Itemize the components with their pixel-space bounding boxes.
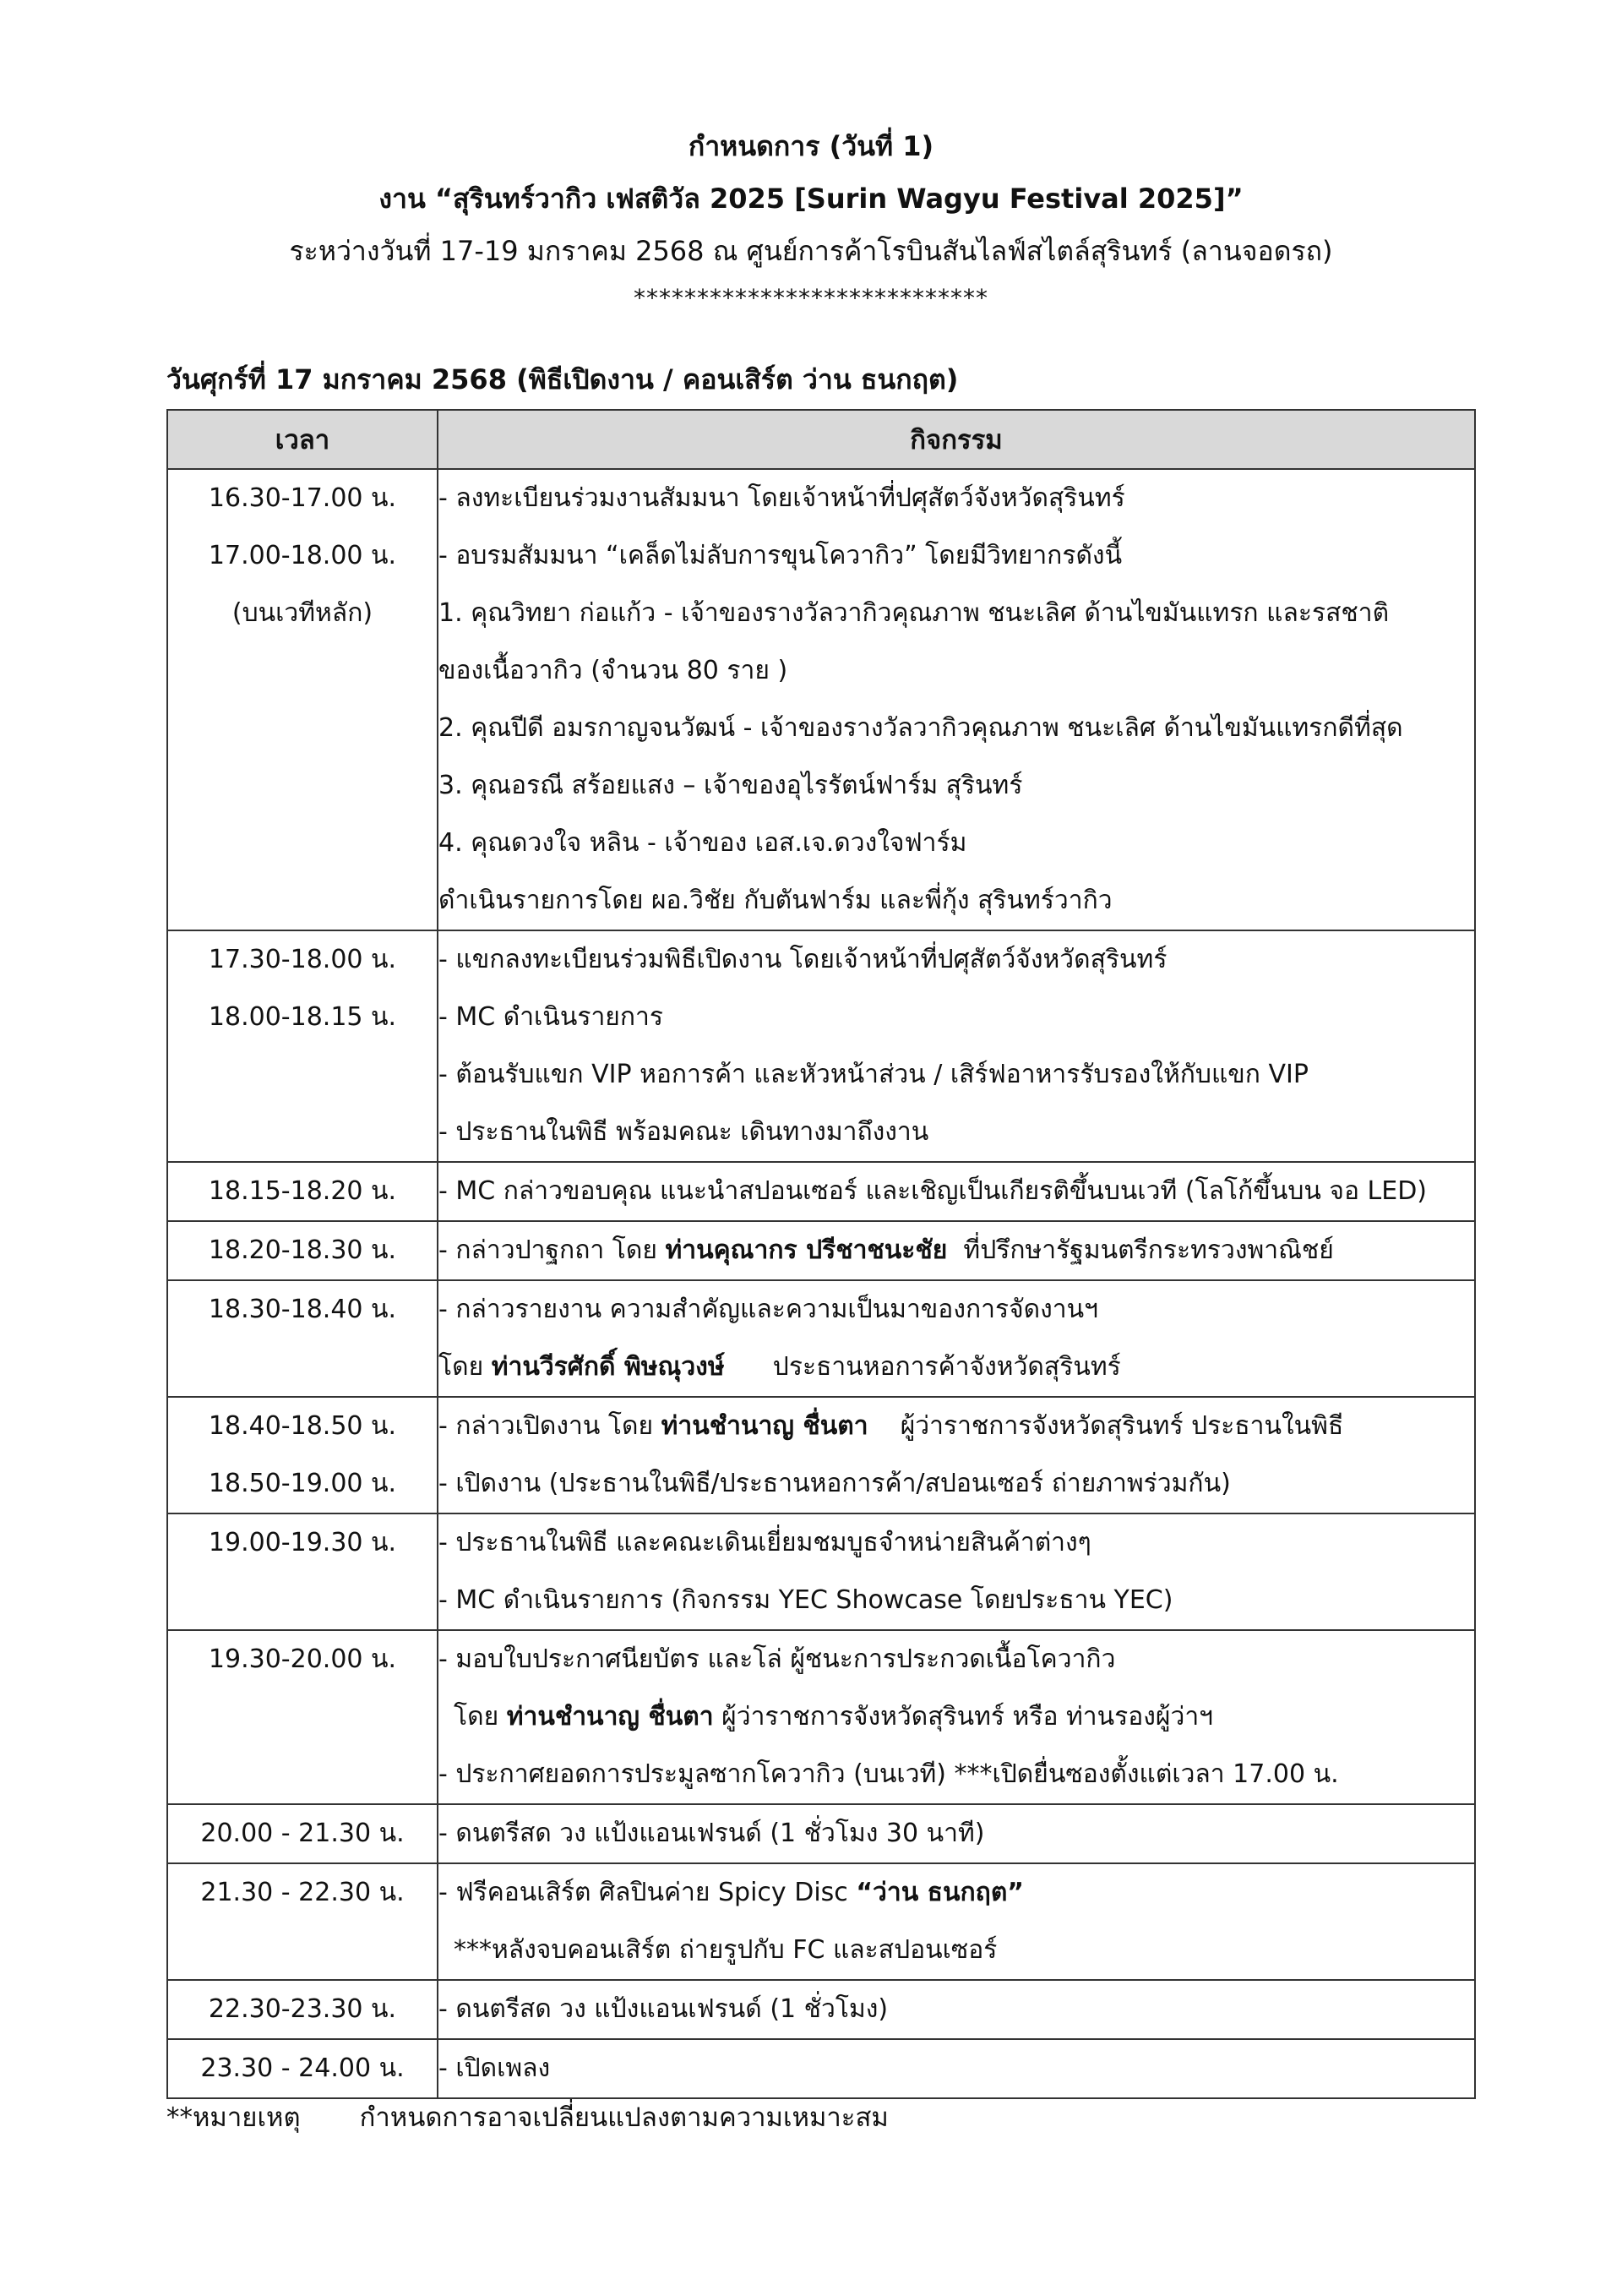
event-dates: ระหว่างวันที่ 17-19 มกราคม 2568 ณ ศูนย์การค้าโรบินสันไลฟ์สไตล์สุรินทร์ (ลานจอดรถ) [289,235,1333,267]
time-cell [167,1221,438,1280]
table-row [167,1162,1475,1221]
activity-cell [438,1280,1475,1397]
time-text: 19.00-19.30 น. [208,1528,397,1557]
schedule-table [166,409,1476,2099]
table-row [167,469,1475,930]
activity-line: 3. คุณอรณี สร้อยแสง – เจ้าของอุไรรัตน์ฟาร์ม สุรินทร์ [438,771,1023,800]
activity-cell [438,1804,1475,1863]
activity-line [438,1398,1474,1455]
table-row [167,1280,1475,1397]
activity-line: - MC ดำเนินรายการ (กิจกรรม YEC Showcase โดยประธาน YEC) [438,1585,1173,1615]
speaker-name: ท่านชำนาญ ชื่นตา [661,1411,868,1441]
table-row [167,1804,1475,1863]
activity-cell [438,1162,1475,1221]
time-text: 17.30-18.00 น. [208,945,397,974]
activity-cell [438,469,1475,930]
divider-stars: **************************** [634,284,988,312]
activity-line: - อบรมสัมมนา “เคล็ดไม่ลับการขุนโควากิว” โดยมีวิทยากรดังนี้ [438,541,1123,570]
activity-line [438,1339,1474,1396]
time-text: 18.00-18.15 น. [208,1002,397,1032]
activity-line: - MC กล่าวขอบคุณ แนะนำสปอนเซอร์ และเชิญเป็นเกียรติขึ้นบนเวที (โลโก้ขึ้นบน จอ LED) [438,1176,1428,1206]
time-text: 18.40-18.50 น. [208,1411,397,1441]
activity-cell [438,1980,1475,2039]
activity-line: - กล่าวรายงาน ความสำคัญและความเป็นมาของการจัดงานฯ [438,1295,1098,1324]
speaker-name: ท่านคุณากร ปรีชาชนะชัย [665,1235,948,1265]
activity-cell [438,1221,1475,1280]
time-text: 18.15-18.20 น. [208,1176,397,1206]
table-row [167,930,1475,1162]
time-cell [167,1980,438,2039]
time-cell [167,1513,438,1630]
table-row [167,1513,1475,1630]
col-header-activity: กิจกรรม [438,410,1475,469]
speaker-title: ผู้ว่าราชการจังหวัดสุรินทร์ ประธานในพิธี [868,1411,1344,1441]
speaker-name: ท่านวีรศักดิ์ พิษณุวงษ์ [491,1352,725,1382]
time-cell [167,1397,438,1513]
time-cell [167,1863,438,1980]
activity-line: ดำเนินรายการโดย ผอ.วิชัย กับตันฟาร์ม และพี่กุ้ง สุรินทร์วากิว [438,886,1113,915]
time-text: 20.00 - 21.30 น. [200,1819,405,1848]
activity-line: 4. คุณดวงใจ หลิน - เจ้าของ เอส.เจ.ดวงใจฟาร์ม [438,828,967,858]
activity-line: - ต้อนรับแขก VIP หอการค้า และหัวหน้าส่วน / เสิร์ฟอาหารรับรองให้กับแขก VIP [438,1060,1309,1089]
activity-line [438,1864,1474,1922]
time-text: 22.30-23.30 น. [208,1994,397,2024]
time-cell [167,1630,438,1804]
activity-line [438,1688,1474,1746]
note-label: **หมายเหตุ [166,2102,301,2133]
activity-line: - ประธานในพิธี และคณะเดินเยี่ยมชมบูธจำหน่ายสินค้าต่างๆ [438,1528,1091,1557]
footnote [166,2096,889,2138]
time-cell [167,930,438,1162]
activity-cell [438,1397,1475,1513]
speaker-name: ท่านชำนาญ ชื่นตา [506,1702,714,1732]
time-text: 16.30-17.00 น. [208,483,397,513]
time-text: 19.30-20.00 น. [208,1644,397,1674]
time-text: 18.20-18.30 น. [208,1235,397,1265]
activity-line: - แขกลงทะเบียนร่วมพิธีเปิดงาน โดยเจ้าหน้าที่ปศุสัตว์จังหวัดสุรินทร์ [438,945,1168,974]
activity-text: โดย [438,1352,492,1382]
time-cell [167,1280,438,1397]
time-text: 18.30-18.40 น. [208,1295,397,1324]
day-title: วันศุกร์ที่ 17 มกราคม 2568 (พิธีเปิดงาน / คอนเสิร์ต ว่าน ธนกฤต) [166,363,959,395]
time-cell [167,1804,438,1863]
activity-text: - กล่าวปาฐกถา โดย [438,1235,666,1265]
time-cell [167,469,438,930]
table-row [167,1630,1475,1804]
table-row [167,1397,1475,1513]
activity-line [438,1222,1474,1279]
time-text: 17.00-18.00 น. [208,541,397,570]
activity-line: - ประธานในพิธี พร้อมคณะ เดินทางมาถึงงาน [438,1117,929,1147]
time-text: 18.50-19.00 น. [208,1469,397,1498]
activity-line: 2. คุณปีดี อมรกาญจนวัฒน์ - เจ้าของรางวัลวากิวคุณภาพ ชนะเลิศ ด้านไขมันแทรกดีที่สุด [438,713,1403,743]
table-row [167,1221,1475,1280]
event-name: งาน “สุรินทร์วากิว เฟสติวัล 2025 [Surin Wagyu Festival 2025]” [378,183,1244,215]
activity-line: 1. คุณวิทยา ก่อแก้ว - เจ้าของรางวัลวากิวคุณภาพ ชนะเลิศ ด้านไขมันแทรก และรสชาติ [438,598,1390,628]
activity-text: โดย [454,1702,507,1732]
activity-line: - เปิดเพลง [438,2053,551,2083]
activity-cell [438,2039,1475,2098]
time-cell [167,2039,438,2098]
time-text: 21.30 - 22.30 น. [200,1878,405,1907]
time-cell [167,1162,438,1221]
speaker-title: ผู้ว่าราชการจังหวัดสุรินทร์ หรือ ท่านรองผู้ว่าฯ [713,1702,1214,1732]
time-text: 23.30 - 24.00 น. [200,2053,405,2083]
activity-line: ของเนื้อวากิว (จำนวน 80 ราย ) [438,656,788,685]
artist-name: “ว่าน ธนกฤต” [856,1878,1025,1907]
table-row [167,2039,1475,2098]
activity-line: ***หลังจบคอนเสิร์ต ถ่ายรูปกับ FC และสปอนเซอร์ [454,1935,998,1965]
activity-cell [438,1513,1475,1630]
speaker-title: ประธานหอการค้าจังหวัดสุรินทร์ [724,1352,1121,1382]
table-row [167,1980,1475,2039]
activity-line: - ดนตรีสด วง แป้งแอนเฟรนด์ (1 ชั่วโมง) [438,1994,889,2024]
activity-text: - กล่าวเปิดงาน โดย [438,1411,661,1441]
doc-title: กำหนดการ (วันที่ 1) [688,130,934,162]
activity-cell [438,930,1475,1162]
table-row [167,1863,1475,1980]
activity-line: - เปิดงาน (ประธานในพิธี/ประธานหอการค้า/สปอนเซอร์ ถ่ายภาพร่วมกัน) [438,1469,1231,1498]
activity-cell [438,1630,1475,1804]
activity-text: - ฟรีคอนเสิร์ต ศิลปินค่าย Spicy Disc [438,1878,857,1907]
activity-line: - มอบใบประกาศนียบัตร และโล่ ผู้ชนะการประกวดเนื้อโควากิว [438,1644,1116,1674]
activity-cell [438,1863,1475,1980]
speaker-title: ที่ปรึกษารัฐมนตรีกระทรวงพาณิชย์ [947,1235,1334,1265]
activity-line: - ประกาศยอดการประมูลซากโควากิว (บนเวที) ***เปิดยื่นซองตั้งแต่เวลา 17.00 น. [438,1759,1339,1789]
venue-note: (บนเวทีหลัก) [231,598,373,628]
activity-line: - ดนตรีสด วง แป้งแอนเฟรนด์ (1 ชั่วโมง 30 นาที) [438,1819,985,1848]
col-header-time: เวลา [167,410,438,469]
activity-line: - ลงทะเบียนร่วมงานสัมมนา โดยเจ้าหน้าที่ปศุสัตว์จังหวัดสุรินทร์ [438,483,1125,513]
activity-line: - MC ดำเนินรายการ [438,1002,663,1032]
note-text: กำหนดการอาจเปลี่ยนแปลงตามความเหมาะสม [359,2102,889,2133]
table-header-row [167,410,1475,469]
